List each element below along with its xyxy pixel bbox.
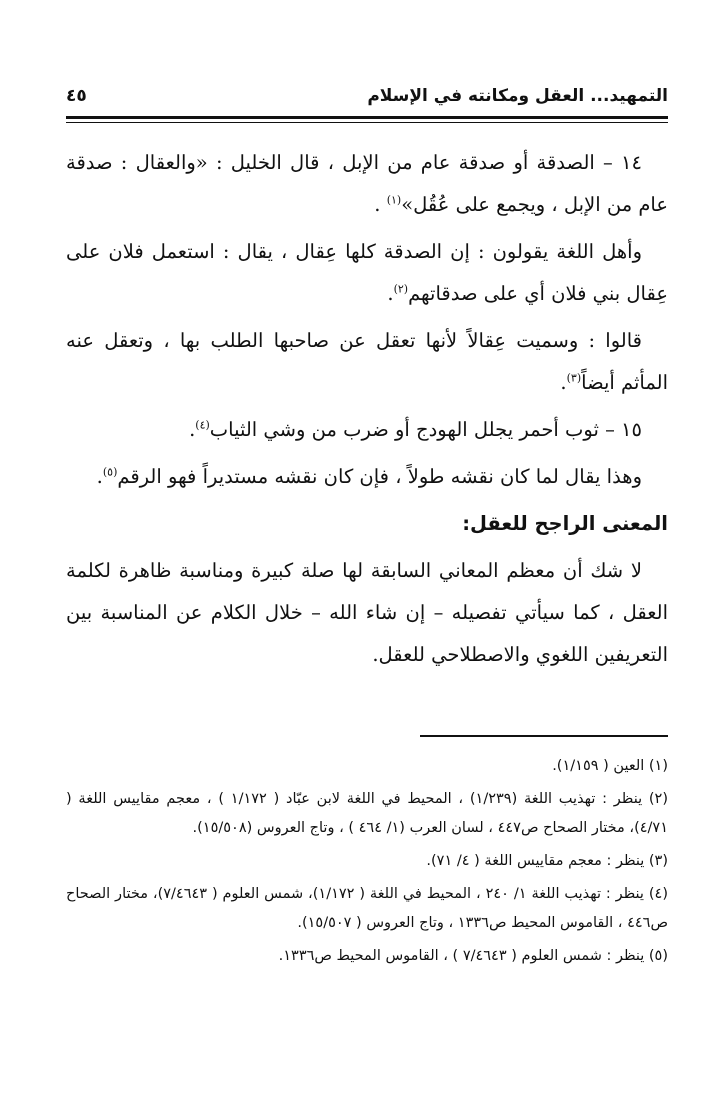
paragraph-15 (66, 409, 668, 451)
footnote-1: (١) العين ( ١/١٥٩). (552, 758, 668, 774)
paragraph-lexicographers (66, 231, 668, 315)
paragraph-naming-text: قالوا : وسميت عِقالاً لأنها تعقل عن صاحبها الطلب بها ، وتعقل عنه المأثم أيضاً (66, 329, 668, 394)
page-header (66, 82, 668, 114)
footnote-4: (٤) ينظر : تهذيب اللغة ١/ ٢٤٠ ، المحيط في اللغة ( ١/١٧٢)، شمس العلوم ( ٧/٤٦٤٣)، مختار الصحاح ص٤٤٦ ، القاموس المحيط ص١٣٣٦ ، وتاج العروس ( ١٥/٥٠٧). (66, 886, 669, 931)
main-text (66, 142, 668, 681)
footnote-separator (420, 735, 668, 737)
paragraph-raqm-end: . (96, 465, 103, 488)
paragraph-conclusion: لا شك أن معظم المعاني السابقة لها صلة كبيرة ومناسبة ظاهرة لكلمة العقل ، كما سيأتي تفصيله – إن شاء الله – خلال الكلام عن المناسبة بين التعريفين اللغوي والاصطلاحي للعقل. (66, 559, 668, 666)
header-rule-thin (66, 122, 668, 123)
paragraph-14 (66, 142, 668, 226)
header-rule-thick (66, 116, 668, 119)
paragraph-lexicographers-text: وأهل اللغة يقولون : إن الصدقة كلها عِقال ، يقال : استعمل فلان على عِقال بني فلان أي على صدقاتهم (66, 240, 668, 305)
footnote-2: (٢) ينظر : تهذيب اللغة (١/٢٣٩) ، المحيط في اللغة لابن عبّاد ( ١/١٧٢ ) ، معجم مقاييس اللغة ( ٤/٧١)، مختار الصحاح ص٤٤٧ ، لسان العرب (١/ ٤٦٤ ) ، وتاج العروس (١٥/٥٠٨). (66, 791, 669, 836)
section-heading: المعنى الراجح للعقل: (462, 512, 668, 535)
paragraph-raqm (66, 456, 668, 498)
footnote-ref-3[interactable]: (٣) (566, 371, 582, 385)
running-title: التمهيد... العقل ومكانته في الإسلام (367, 86, 668, 106)
paragraph-lexicographers-end: . (387, 282, 394, 305)
footnote-5: (٥) ينظر : شمس العلوم ( ٧/٤٦٤٣ ) ، القاموس المحيط ص١٣٣٦. (278, 948, 668, 964)
paragraph-14-text: ١٤ – الصدقة أو صدقة عام من الإبل ، قال الخليل : «والعقال : صدقة عام من الإبل ، ويجمع على عُقُل» (66, 151, 668, 216)
footnote-ref-5[interactable]: (٥) (102, 465, 118, 479)
paragraph-15-text: ١٥ – ثوب أحمر يجلل الهودج أو ضرب من وشي الثياب (209, 418, 642, 441)
footnotes (66, 752, 668, 975)
page-number: ٤٥ (66, 86, 87, 106)
footnote-ref-4[interactable]: (٤) (195, 418, 210, 432)
paragraph-naming (66, 320, 668, 404)
paragraph-15-end: . (189, 418, 196, 441)
footnote-3: (٣) ينظر : معجم مقاييس اللغة ( ٤/ ٧١). (426, 853, 668, 869)
footnote-ref-2[interactable]: (٢) (393, 282, 409, 296)
paragraph-raqm-text: وهذا يقال لما كان نقشه طولاً ، فإن كان نقشه مستديراً فهو الرقم (117, 465, 642, 488)
footnote-ref-1[interactable]: (١) (386, 193, 402, 207)
paragraph-naming-end: . (560, 371, 567, 394)
paragraph-14-end: . (374, 193, 387, 216)
